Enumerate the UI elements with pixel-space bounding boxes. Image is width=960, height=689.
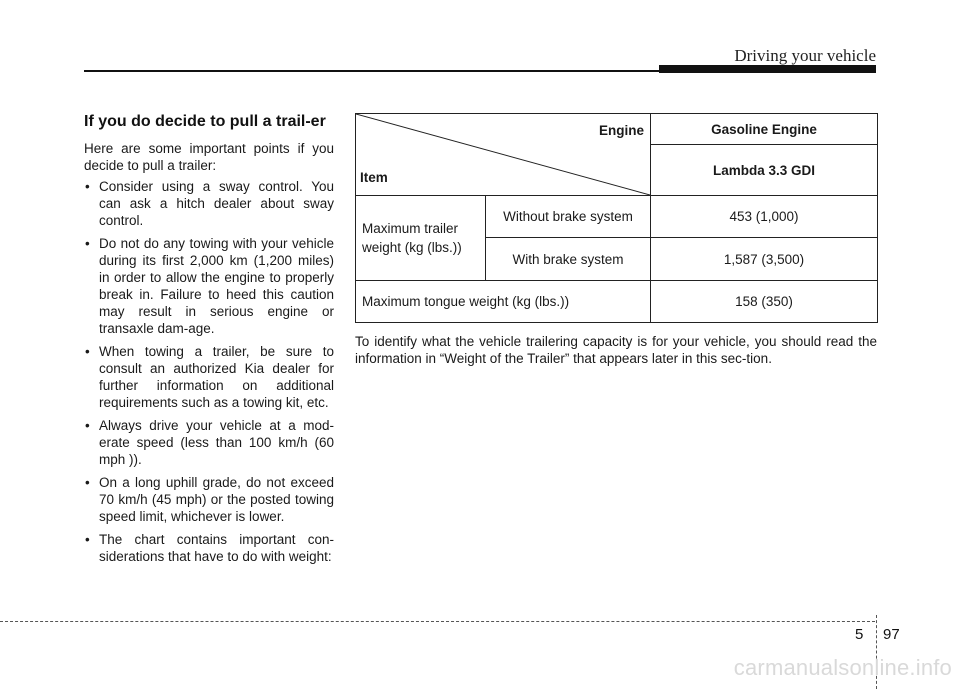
bullet-list — [84, 178, 334, 565]
engine-header-cell: Gasoline Engine — [651, 114, 878, 145]
footer-dashed-rule — [0, 621, 875, 622]
section-heading: If you do decide to pull a trail-er — [84, 113, 326, 130]
bullet-sway-control: • Consider using a sway control. You can ask a hitch dealer about sway control. — [84, 178, 334, 229]
bullet-dealer: • When towing a trailer, be sure to consult an authorized Kia dealer for further information on additional requirements such as a towing kit, etc. — [84, 343, 334, 411]
table-corner-cell — [356, 114, 651, 196]
header-rule — [84, 70, 659, 72]
tongue-weight-value: 158 (350) — [651, 281, 878, 323]
bullet-break-in: • Do not do any towing with your vehicle during its first 2,000 km (1,200 miles) in order to allow the engine to properly break in. Failure to heed this caution may result in serious engine or transaxle dam-age. — [84, 235, 334, 337]
trailer-spec-table — [355, 113, 878, 323]
capacity-note: To identify what the vehicle trailering capacity is for your vehicle, you should read the information in “Weight of the Trailer” that appears later in this sec-tion. — [355, 334, 877, 366]
without-brake-value: 453 (1,000) — [651, 196, 878, 238]
bullet-chart: • The chart contains important con-siderations that have to do with weight: — [84, 531, 334, 565]
max-trailer-weight-label: Maximum trailer weight (kg (lbs.)) — [356, 196, 486, 281]
bullet-uphill: • On a long uphill grade, do not exceed 70 km/h (45 mph) or the posted towing speed limit, whichever is lower. — [84, 474, 334, 525]
tongue-weight-label: Maximum tongue weight (kg (lbs.)) — [356, 281, 651, 323]
left-column — [84, 113, 334, 571]
chapter-number: 5 — [855, 626, 864, 643]
with-brake-value: 1,587 (3,500) — [651, 238, 878, 281]
corner-engine-label: Engine — [598, 123, 644, 138]
without-brake-label: Without brake system — [486, 196, 651, 238]
corner-item-label: Item — [360, 170, 388, 185]
intro-paragraph: Here are some important points if you decide to pull a trailer: — [84, 141, 334, 173]
page-number: 97 — [883, 626, 900, 643]
header-rule-thick — [659, 65, 876, 73]
engine-model-cell: Lambda 3.3 GDI — [651, 145, 878, 196]
section-header: Driving your vehicle — [734, 46, 876, 65]
watermark-text: carmanualsonline.info — [733, 655, 952, 680]
bullet-speed: • Always drive your vehicle at a mod-erate speed (less than 100 km/h (60 mph )). — [84, 417, 334, 468]
with-brake-label: With brake system — [486, 238, 651, 281]
